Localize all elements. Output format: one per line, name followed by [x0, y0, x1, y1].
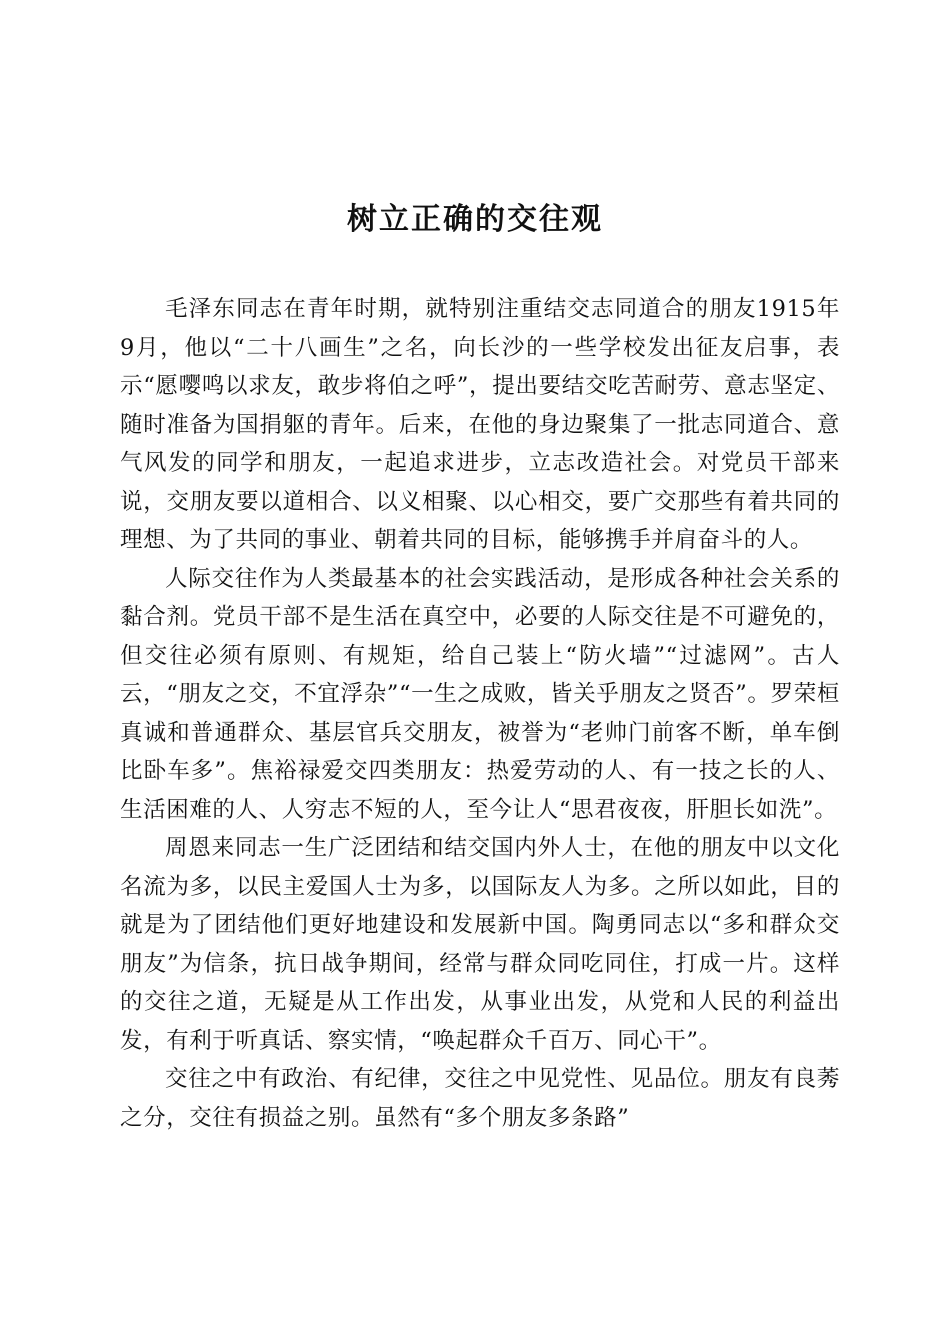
- document-body: [120, 290, 840, 1137]
- paragraph-2: 人际交往作为人类最基本的社会实践活动，是形成各种社会关系的黏合剂。党员干部不是生活在真空中，必要的人际交往是不可避免的，但交往必须有原则、有规矩，给自己装上“防火墙”“过滤网”。古人云，“朋友之交，不宜浮杂”“一生之成败，皆关乎朋友之贤否”。罗荣桓真诚和普通群众、基层官兵交朋友，被誉为“老帅门前客不断，单车倒比卧车多”。焦裕禄爱交四类朋友：热爱劳动的人、有一技之长的人、生活困难的人、人穷志不短的人，至今让人“思君夜夜，肝胆长如洗”。: [120, 565, 840, 823]
- paragraph-1: 毛泽东同志在青年时期，就特别注重结交志同道合的朋友1915年9月，他以“二十八画生”之名，向长沙的一些学校发出征友启事，表示“愿嘤鸣以求友，敢步将伯之呼”，提出要结交吃苦耐劳、意志坚定、随时准备为国捐躯的青年。后来，在他的身边聚集了一批志同道合、意气风发的同学和朋友，一起追求进步，立志改造社会。对党员干部来说，交朋友要以道相合、以义相聚、以心相交，要广交那些有着共同的理想、为了共同的事业、朝着共同的目标，能够携手并肩奋斗的人。: [120, 296, 840, 553]
- document-title: 树立正确的交往观: [347, 202, 603, 237]
- paragraph-3: 周恩来同志一生广泛团结和结交国内外人士，在他的朋友中以文化名流为多，以民主爱国人士为多，以国际友人为多。之所以如此，目的就是为了团结他们更好地建设和发展新中国。陶勇同志以“多和群众交朋友”为信条，抗日战争期间，经常与群众同吃同住，打成一片。这样的交往之道，无疑是从工作出发，从事业出发，从党和人民的利益出发，有利于听真话、察实情，“唤起群众千百万、同心干”。: [120, 835, 840, 1054]
- paragraph-4: 交往之中有政治、有纪律，交往之中见党性、见品位。朋友有良莠之分，交往有损益之别。虽然有“多个朋友多条路”: [120, 1066, 840, 1131]
